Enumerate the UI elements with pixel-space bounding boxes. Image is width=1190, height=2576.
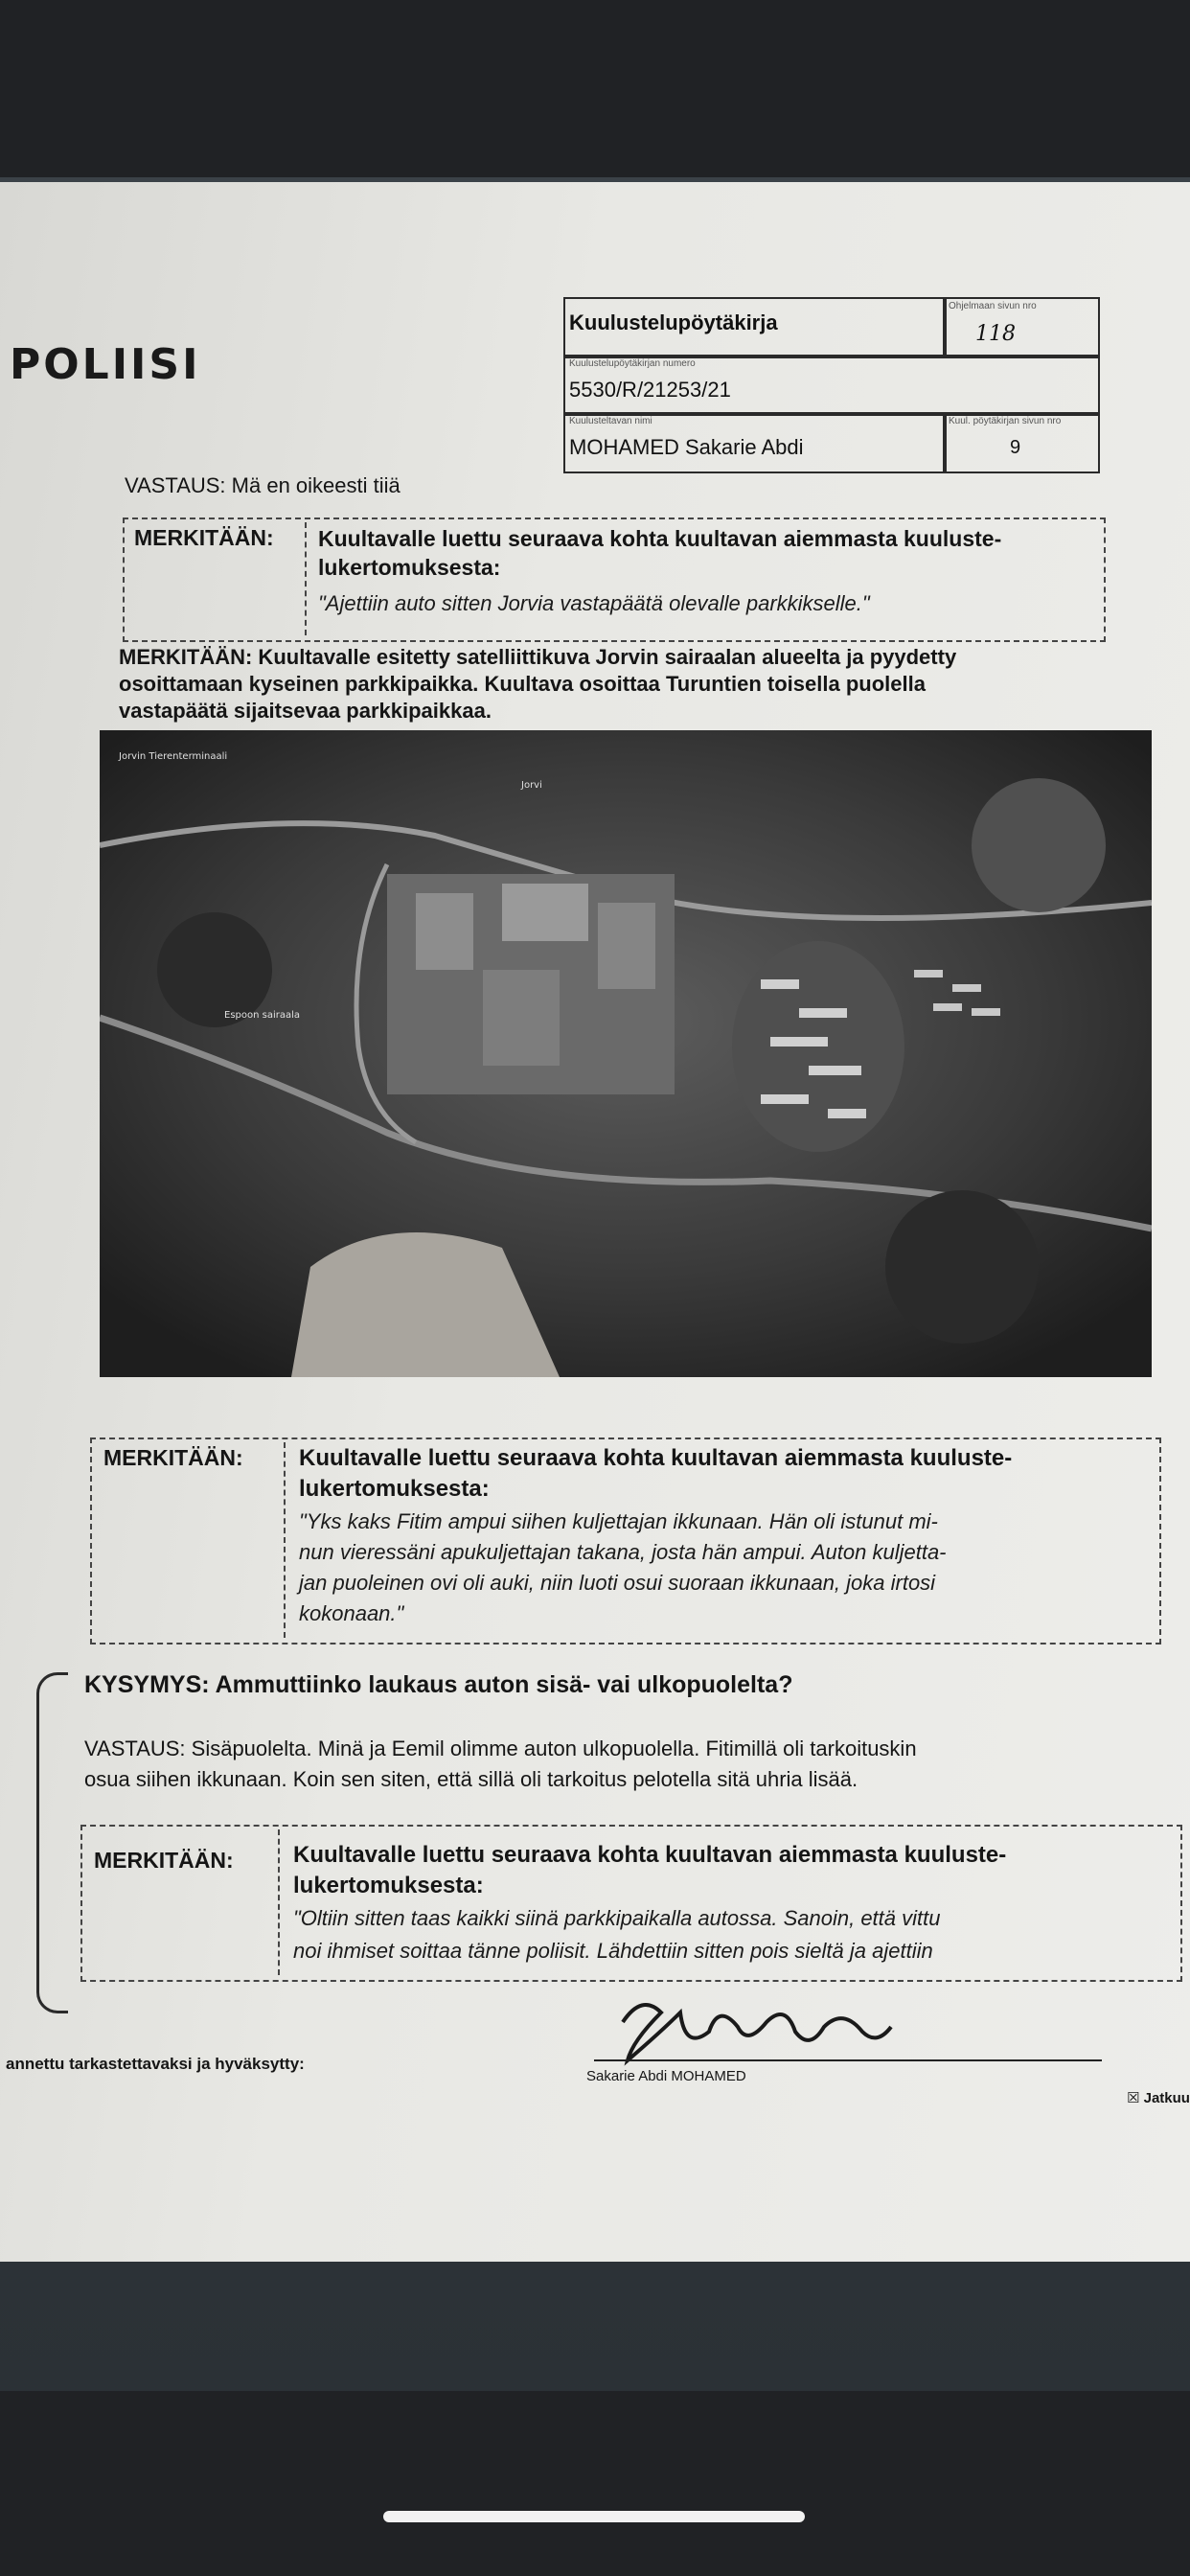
note-4-label: MERKITÄÄN: xyxy=(94,1848,234,1873)
note-3-quote-line-4: kokonaan." xyxy=(299,1601,404,1625)
top-bar xyxy=(0,0,1190,177)
map-label-3: Espoon sairaala xyxy=(224,1010,301,1021)
note-4-quote-line-2: noi ihmiset soittaa tänne poliisit. Lähdettiin sitten pois sieltä ja ajettiin xyxy=(293,1939,933,1963)
note-3-label: MERKITÄÄN: xyxy=(103,1445,243,1470)
signature-image xyxy=(604,1974,910,2070)
answer-2-line-2: osua siihen ikkunaan. Koin sen siten, että sillä oli tarkoitus pelotella sitä uhria lisää. xyxy=(84,1767,858,1791)
note-1-lead-2: lukertomuksesta: xyxy=(318,555,501,580)
header-box xyxy=(563,297,1100,472)
note-3-lead-2: lukertomuksesta: xyxy=(299,1476,490,1502)
person-name: MOHAMED Sakarie Abdi xyxy=(569,435,804,459)
doc-type: Kuulustelupöytäkirja xyxy=(569,310,778,334)
note-1-divider xyxy=(305,522,307,635)
police-logo: POLIISI xyxy=(10,340,201,389)
satellite-map-image xyxy=(100,730,1152,1377)
map-label-1: Jorvin Tierenterminaali xyxy=(119,751,228,762)
continues-checkbox: ☒ Jatkuu xyxy=(1127,2090,1190,2106)
note-3-quote-line-2: nun vieressäni apukuljettajan takana, josta hän ampui. Auton kuljetta- xyxy=(299,1540,947,1564)
signature-line xyxy=(594,2059,1102,2061)
approval-text: annettu tarkastettavaksi ja hyväksytty: xyxy=(6,2055,305,2073)
note-4-divider xyxy=(278,1829,280,1975)
note-2-line-2: osoittamaan kyseinen parkkipaikka. Kuultava osoittaa Turuntien toisella puolella xyxy=(119,672,926,696)
note-1-label: MERKITÄÄN: xyxy=(134,525,274,550)
note-4-lead-2: lukertomuksesta: xyxy=(293,1873,484,1898)
note-4-lead-1: Kuultavalle luettu seuraava kohta kuultavan aiemmasta kuuluste- xyxy=(293,1842,1007,1868)
note-3-quote-line-1: "Yks kaks Fitim ampui siihen kuljettajan ikkunaan. Hän oli istunut mi- xyxy=(299,1509,938,1533)
question: KYSYMYS: Ammuttiinko laukaus auton sisä- vai ulkopuolelta? xyxy=(84,1671,793,1698)
note-1-lead-1: Kuultavalle luettu seuraava kohta kuultavan aiemmasta kuuluste- xyxy=(318,526,1002,551)
page-label: Ohjelmaan sivun nro xyxy=(949,301,1037,311)
home-indicator[interactable] xyxy=(383,2511,805,2522)
note-2-line-1: MERKITÄÄN: Kuultavalle esitetty satelliittikuva Jorvin sairaalan alueelta ja pyydetty xyxy=(119,645,957,669)
signer-name: Sakarie Abdi MOHAMED xyxy=(586,2068,746,2084)
record-number: 5530/R/21253/21 xyxy=(569,378,731,402)
map-label-2: Jorvi xyxy=(521,780,542,791)
person-label: Kuulusteltavan nimi xyxy=(569,416,652,426)
answer-2-line-1: VASTAUS: Sisäpuolelta. Minä ja Eemil olimme auton ulkopuolella. Fitimillä oli tarkoituskin xyxy=(84,1736,917,1760)
bottom-bar xyxy=(0,2391,1190,2576)
note-1-quote: "Ajettiin auto sitten Jorvia vastapäätä olevalle parkkikselle." xyxy=(318,591,870,615)
page-number: 118 xyxy=(975,322,1016,346)
sub-page-number: 9 xyxy=(1010,437,1021,458)
note-2-line-3: vastapäätä sijaitsevaa parkkipaikkaa. xyxy=(119,699,492,723)
note-3-divider xyxy=(284,1442,286,1638)
sub-page-label: Kuul. pöytäkirjan sivun nro xyxy=(949,416,1062,426)
record-label: Kuulustelupöytäkirjan numero xyxy=(569,358,696,369)
handwritten-bracket xyxy=(36,1672,68,2013)
note-3-quote-line-3: jan puoleinen ovi oli auki, niin luoti osui suoraan ikkunaan, joka irtosi xyxy=(299,1571,936,1595)
note-4-quote-line-1: "Oltiin sitten taas kaikki siinä parkkipaikalla autossa. Sanoin, että vittu xyxy=(293,1906,941,1930)
answer-1: VASTAUS: Mä en oikeesti tiiä xyxy=(125,473,400,497)
note-3-lead-1: Kuultavalle luettu seuraava kohta kuultavan aiemmasta kuuluste- xyxy=(299,1445,1013,1471)
